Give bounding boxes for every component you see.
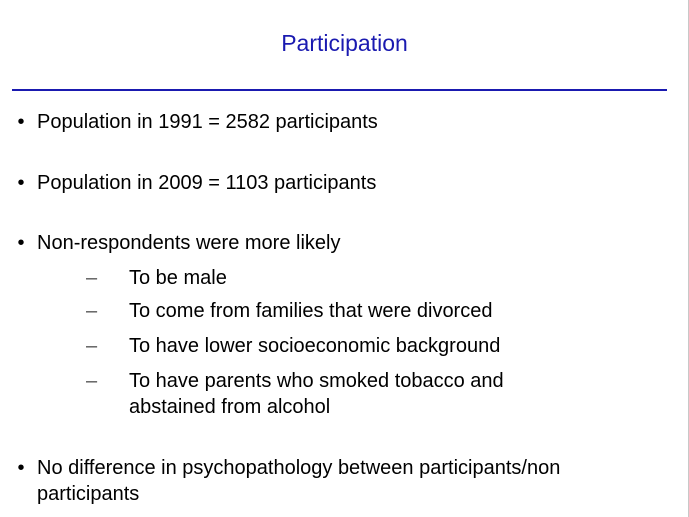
dash-marker: –	[86, 370, 98, 392]
bullet-text: Non-respondents were more likely	[37, 232, 341, 254]
bullet-text: No difference in psychopathology between participants/non	[37, 457, 561, 479]
subitem-text: To have lower socioeconomic background	[129, 335, 501, 357]
bullet-marker: •	[17, 172, 25, 194]
subitem-text: To come from families that were divorced	[129, 300, 493, 322]
title-divider	[12, 89, 667, 91]
bullet-marker: •	[17, 457, 25, 479]
subitem-text: To have parents who smoked tobacco and	[129, 370, 504, 392]
bullet-text: Population in 1991 = 2582 participants	[37, 111, 378, 133]
dash-marker: –	[86, 335, 98, 357]
bullet-marker: •	[17, 232, 25, 254]
dash-marker: –	[86, 267, 98, 289]
slide-title: Participation	[281, 30, 408, 56]
bullet-text: Population in 2009 = 1103 participants	[37, 172, 377, 194]
dash-marker: –	[86, 300, 98, 322]
subitem-text: To be male	[129, 267, 227, 289]
bullet-marker: •	[17, 111, 25, 133]
subitem-text: abstained from alcohol	[129, 396, 331, 418]
bullet-text: participants	[37, 483, 140, 505]
